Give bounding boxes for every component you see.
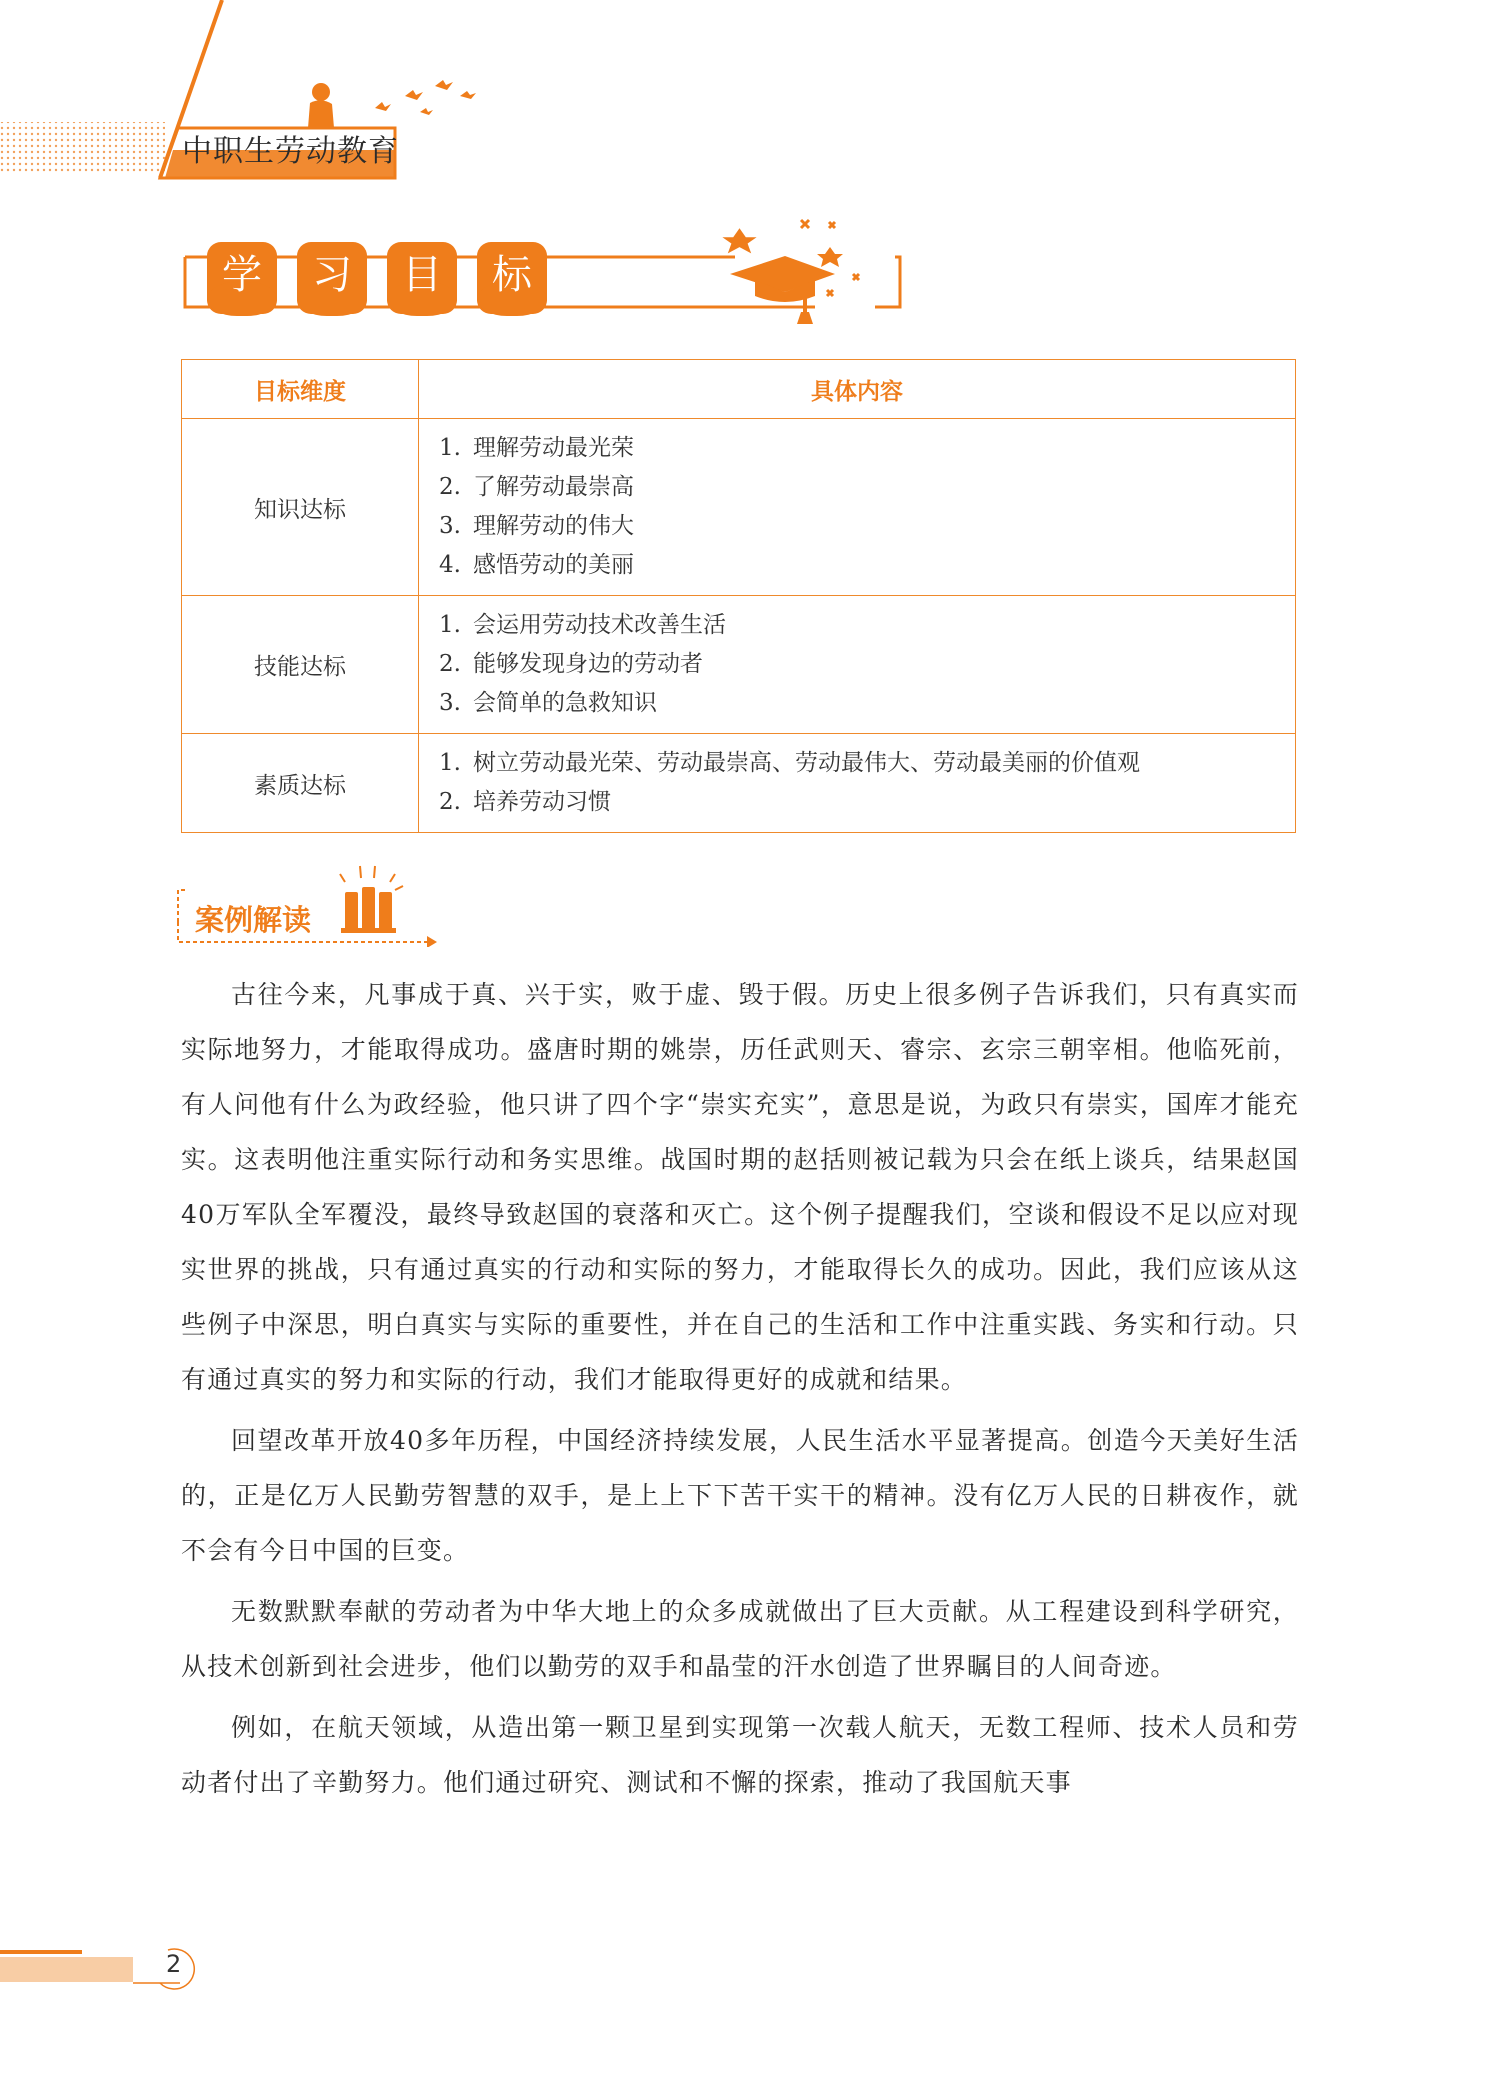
banner-char-2: 习: [312, 252, 352, 298]
list-item: 1. 会运用劳动技术改善生活: [439, 612, 726, 638]
banner-char-1: 学: [222, 252, 262, 298]
table-header-row: [182, 360, 1296, 419]
case-section-title: 案例解读: [195, 903, 312, 937]
dimension-cell: 技能达标: [182, 596, 419, 734]
content-cell: [419, 596, 1296, 734]
paragraph: 例如，在航天领域，从造出第一颗卫星到实现第一次载人航天，无数工程师、技术人员和劳动者付出了辛勤努力。他们通过研究、测试和不懈的探索，推动了我国航天事: [181, 1713, 1299, 1797]
banner-char-4: 标: [492, 252, 532, 298]
list-item: 3. 理解劳动的伟大: [439, 513, 634, 539]
reading-figure-icon: [308, 83, 334, 128]
column-header-content: 具体内容: [419, 360, 1296, 419]
table-row: [182, 596, 1296, 734]
paragraph: 古往今来，凡事成于真、兴于实，败于虚、毁于假。历史上很多例子告诉我们，只有真实而实际地努力，才能取得成功。盛唐时期的姚崇，历任武则天、睿宗、玄宗三朝宰相。他临死前，有人问他有什么为政经验，他只讲了四个字“崇实充实”，意思是说，为政只有崇实，国库才能充实。这表明他注重实际行动和务实思维。战国时期的赵括则被记载为只会在纸上谈兵，结果赵国40万军队全军覆没，最终导致赵国的衰落和灭亡。这个例子提醒我们，空谈和假设不足以应对现实世界的挑战，只有通过真实的行动和实际的努力，才能取得长久的成功。因此，我们应该从这些例子中深思，明白真实与实际的重要性，并在自己的生活和工作中注重实践、务实和行动。只有通过真实的努力和实际的行动，我们才能取得更好的成就和结果。: [181, 980, 1299, 1394]
birds-icon: [375, 80, 476, 115]
list-item: 3. 会简单的急救知识: [439, 690, 657, 716]
content-cell: [419, 419, 1296, 596]
content-cell: [419, 734, 1296, 833]
dimension-cell: 知识达标: [182, 419, 419, 596]
footer-decoration: [0, 1945, 240, 1990]
list-item: 4. 感悟劳动的美丽: [439, 552, 634, 578]
column-header-dimension: 目标维度: [182, 360, 419, 419]
list-item: 2. 培养劳动习惯: [439, 789, 611, 815]
books-icon: [341, 887, 396, 933]
page-number: 2: [166, 1950, 182, 1978]
header-title: 中职生劳动教育: [182, 134, 399, 169]
banner-char-3: 目: [402, 252, 442, 298]
dimension-cell: 素质达标: [182, 734, 419, 833]
graduation-cap-icon: [722, 228, 843, 324]
list-item: 2. 了解劳动最崇高: [439, 474, 634, 500]
list-item: 1. 树立劳动最光荣、劳动最崇高、劳动最伟大、劳动最美丽的价值观: [439, 750, 1140, 776]
table-row: [182, 734, 1296, 833]
paragraph: 回望改革开放40多年历程，中国经济持续发展，人民生活水平显著提高。创造今天美好生活的，正是亿万人民勤劳智慧的双手，是上上下下苦干实干的精神。没有亿万人民的日耕夜作，就不会有今日中国的巨变。: [181, 1426, 1299, 1565]
list-item: 2. 能够发现身边的劳动者: [439, 651, 703, 677]
paragraph: 无数默默奉献的劳动者为中华大地上的众多成就做出了巨大贡献。从工程建设到科学研究，从技术创新到社会进步，他们以勤劳的双手和晶莹的汗水创造了世界瞩目的人间奇迹。: [181, 1597, 1299, 1681]
learning-goals-table: [181, 359, 1296, 833]
list-item: 1. 理解劳动最光荣: [439, 435, 634, 461]
case-body: [181, 967, 1299, 1816]
table-row: [182, 419, 1296, 596]
